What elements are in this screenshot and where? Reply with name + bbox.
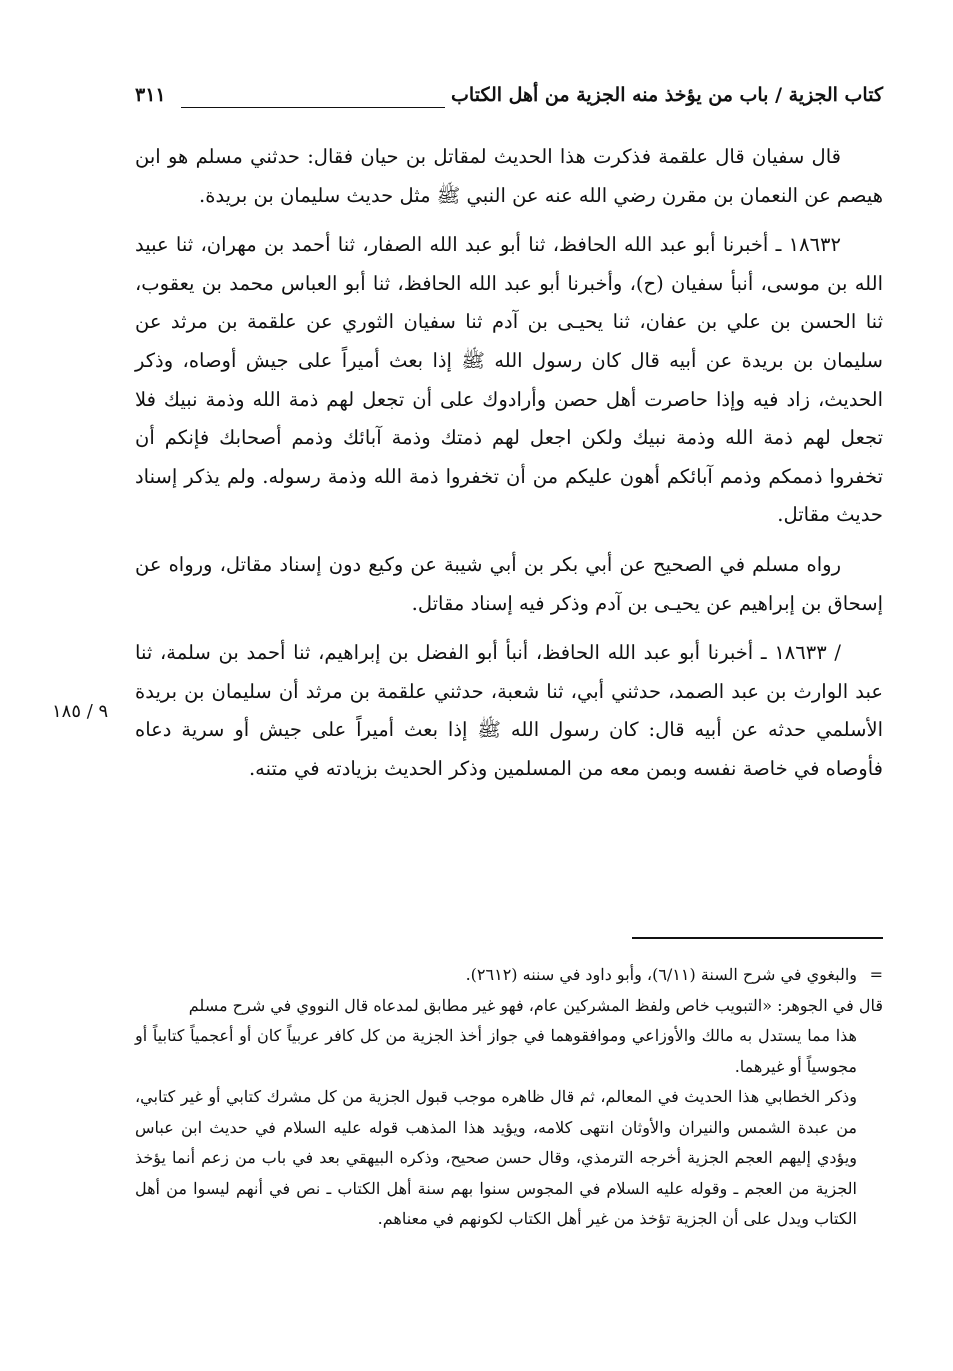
page-number: ٣١١ <box>135 84 166 106</box>
hadith-18633: / ١٨٦٣٣ ـ أخبرنا أبو عبد الله الحافظ، أنبأ أبو الفضل بن إبراهيم، ثنا أحمد بن سلمة، ثنا عبد الوارث بن عبد الصمد، حدثني أبي، ثنا شعبة، حدثني علقمة بن مرثد أن سليمان بن بريدة الأسلمي حدثه عن أبيه قال: كان رسول الله ﷺ إذا بعث أميراً على جيش أو سرية دعاه فأوصاه في خاصة نفسه وبمن معه من المسلمين وذكر الحديث بزيادته في متنه. <box>135 641 883 780</box>
running-head <box>135 84 883 118</box>
footnote-text-1: والبغوي في شرح السنة (٦/١١)، وأبو داود في سننه (٢٦١٢). <box>465 965 857 984</box>
margin-volume-page-ref: ٩ / ١٨٥ <box>52 701 109 722</box>
main-text <box>135 138 883 800</box>
footnote-quote: هذا مما يستدل به مالك والأوزاعي وموافقوهما في جواز أخذ الجزية من كل كافر عربياً كان أو أعجمياً كتابياً أو مجوسياً أو غيرهما. <box>135 1026 857 1076</box>
footnote-line-1 <box>135 960 883 991</box>
footnote-continuation-marker: = <box>869 965 883 984</box>
footnote-quote-continued: وذكر الخطابي هذا الحديث في المعالم، ثم قال ظاهره موجب قبول الجزية من كل مشرك كتابي أو غير كتابي، من عبدة الشمس والنيران والأوثان انتهى كلامه، ويؤيد هذا المذهب قوله عليه السلام في حديث ابن عباس ويؤدي إليهم العجم الجزية أخرجه الترمذي، وقال حسن صحيح، وذكره البيهقي بعد في باب من زعم أنما يؤخذ الجزية من العجم ـ وقوله عليه السلام في المجوس سنوا بهم سنة أهل الكتاب ـ نص في أنهم ليسوا من أهل الكتاب ويدل على أن الجزية تؤخذ من غير أهل الكتاب لكونهم في معناهم. <box>135 1087 858 1228</box>
footnote-separator <box>632 937 883 939</box>
footnotes <box>135 960 883 1235</box>
running-head-title: كتاب الجزية / باب من يؤخذ منه الجزية من أهل الكتاب <box>451 84 883 106</box>
paragraph-continuation: قال سفيان قال علقمة فذكرت هذا الحديث لمقاتل بن حيان فقال: حدثني مسلم هو ابن هيصم عن النعمان بن مقرن رضي الله عنه عن النبي ﷺ مثل حديث سليمان بن بريدة. <box>135 145 883 207</box>
footnote-line-2: قال في الجوهر: «التبويب خاص ولفظ المشركين عام، فهو غير مطابق لمدعاه قال النووي في شرح مسلم <box>188 995 883 1015</box>
hadith-18632-commentary: رواه مسلم في الصحيح عن أبي بكر بن أبي شيبة عن وكيع دون إسناد مقاتل، ورواه عن إسحاق بن إبراهيم عن يحيـى بن آدم وذكر فيه إسناد مقاتل. <box>135 552 883 615</box>
running-head-rule <box>181 107 445 108</box>
hadith-18632: ١٨٦٣٢ ـ أخبرنا أبو عبد الله الحافظ، ثنا أبو عبد الله الصفار، ثنا أحمد بن مهران، ثنا عبيد الله بن موسى، أنبأ سفيان (ح)، وأخبرنا أبو عبد الله الحافظ، ثنا أبو العباس محمد بن يعقوب، ثنا الحسن بن علي بن عفان، ثنا يحيـى بن آدم ثنا سفيان الثوري عن علقمة بن مرثد عن سليمان بن بريدة عن أبيه قال كان رسول الله ﷺ إذا بعث أميراً على جيش أوصاه، وذكر الحديث، زاد فيه وإذا حاصرت أهل حصن وأرادوك على أن تجعل لهم ذمة الله وذمة نبيك فلا تجعل لهم ذمة الله وذمة نبيك ولكن اجعل لهم ذمتك وذمة آبائك وذمم أصحابك فإنكم أن تخفروا ذممكم وذمم آبائكم أهون عليكم من أن تخفروا ذمة الله وذمة رسوله. ولم يذكر إسناد حديث مقاتل. <box>135 233 883 527</box>
